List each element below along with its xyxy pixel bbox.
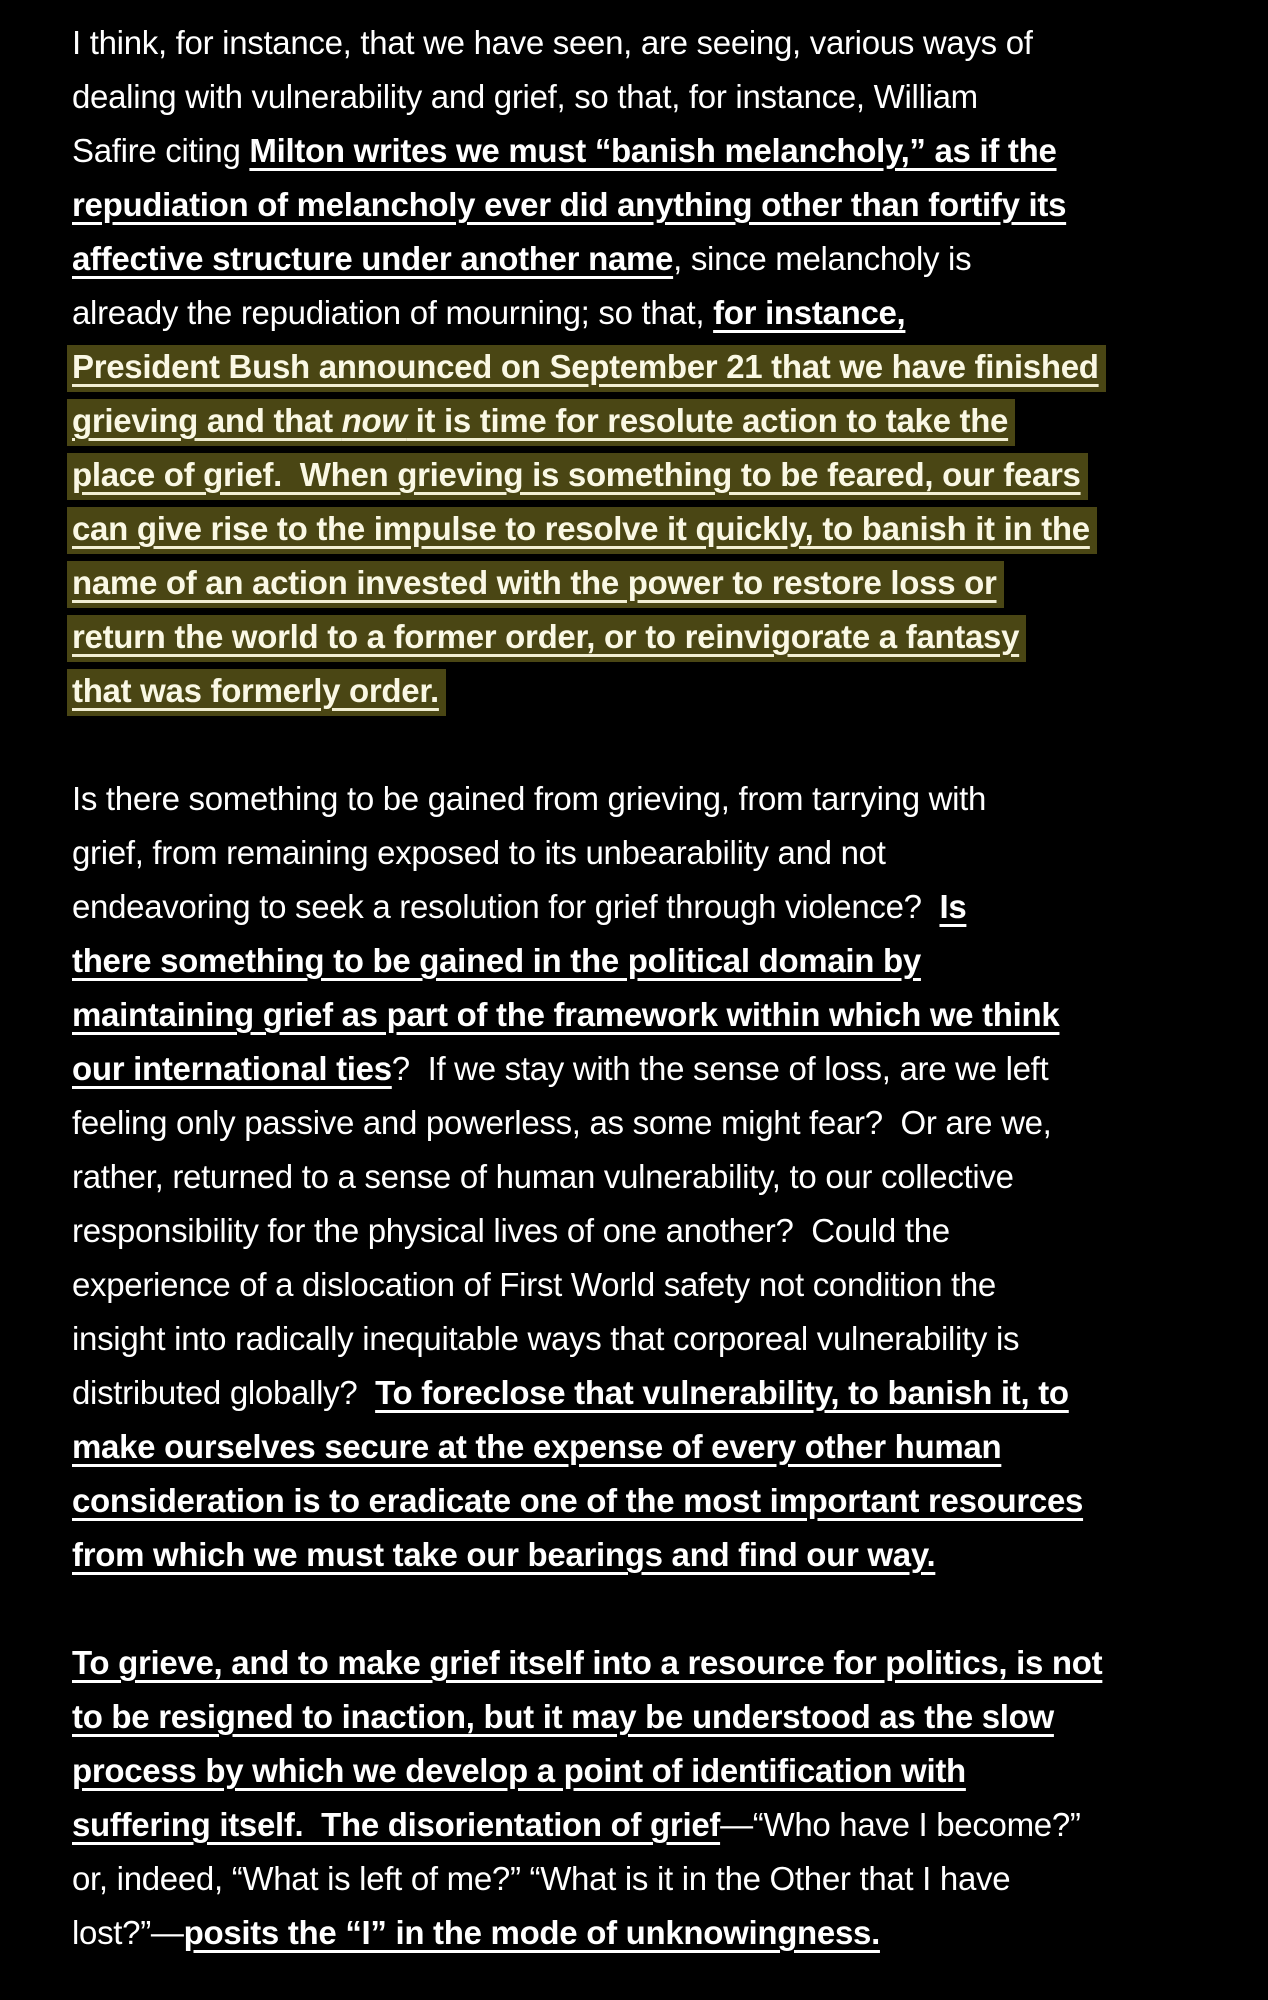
highlight-run — [67, 345, 1106, 392]
text-line — [72, 664, 1250, 718]
text-segment: insight into radically inequitable ways that corporeal vulnerability is — [72, 1320, 1020, 1357]
text-segment: To grieve, and to make grief itself into a resource for politics, is not — [72, 1644, 1103, 1681]
text-line — [72, 1690, 1250, 1744]
text-segment: I think, for instance, that we have seen, are seeing, various ways of — [72, 24, 1033, 61]
text-line — [72, 1906, 1250, 1960]
highlighted-text-segment: place of grief. When grieving is something to be feared, our fears — [72, 456, 1081, 493]
text-line — [72, 556, 1250, 610]
text-line — [72, 1636, 1250, 1690]
text-line — [72, 1042, 1250, 1096]
paragraph — [72, 772, 1250, 1582]
text-segment: —“Who have I become?” — [720, 1806, 1081, 1843]
text-line — [72, 1204, 1250, 1258]
text-line — [72, 1798, 1250, 1852]
text-segment: make ourselves secure at the expense of every other human — [72, 1428, 1002, 1465]
text-segment: ? If we stay with the sense of loss, are we left — [391, 1050, 1049, 1087]
text-line — [72, 286, 1250, 340]
text-line — [72, 394, 1250, 448]
text-line — [72, 340, 1250, 394]
text-line — [72, 178, 1250, 232]
text-segment: dealing with vulnerability and grief, so that, for instance, William — [72, 78, 978, 115]
text-line — [72, 124, 1250, 178]
text-line — [72, 1474, 1250, 1528]
text-line — [72, 1150, 1250, 1204]
text-segment: lost?”— — [72, 1914, 184, 1951]
highlight-run — [67, 615, 1026, 662]
text-line — [72, 70, 1250, 124]
text-line — [72, 610, 1250, 664]
text-segment: grief, from remaining exposed to its unbearability and not — [72, 834, 886, 871]
text-line — [72, 826, 1250, 880]
text-segment: Safire citing — [72, 132, 250, 169]
text-line — [72, 1420, 1250, 1474]
text-segment: there something to be gained in the political domain by — [72, 942, 921, 979]
text-line — [72, 880, 1250, 934]
highlighted-text-segment: return the world to a former order, or to reinvigorate a fantasy — [72, 618, 1020, 655]
text-segment: Is there something to be gained from grieving, from tarrying with — [72, 780, 987, 817]
text-line — [72, 988, 1250, 1042]
text-segment: affective structure under another name — [72, 240, 674, 277]
text-segment: process by which we develop a point of identification with — [72, 1752, 966, 1789]
text-segment: to be resigned to inaction, but it may be understood as the slow — [72, 1698, 1054, 1735]
text-segment: endeavoring to seek a resolution for grief through violence? — [72, 888, 940, 925]
text-segment: feeling only passive and powerless, as some might fear? Or are we, — [72, 1104, 1052, 1141]
text-line — [72, 1852, 1250, 1906]
text-segment: responsibility for the physical lives of one another? Could the — [72, 1212, 950, 1249]
highlight-run — [67, 561, 1004, 608]
text-segment: rather, returned to a sense of human vulnerability, to our collective — [72, 1158, 1014, 1195]
text-segment: or, indeed, “What is left of me?” “What is it in the Other that I have — [72, 1860, 1011, 1897]
text-segment: for instance, — [713, 294, 906, 331]
highlighted-text-segment: it is time for resolute action to take the — [406, 402, 1009, 439]
text-segment: , since melancholy is — [673, 240, 972, 277]
highlighted-text-segment: that was formerly order. — [72, 672, 439, 709]
text-segment: repudiation of melancholy ever did anything other than fortify its — [72, 186, 1067, 223]
text-line — [72, 502, 1250, 556]
text-line — [72, 1258, 1250, 1312]
highlight-run — [67, 399, 1015, 446]
text-line — [72, 1528, 1250, 1582]
text-segment: suffering itself. The disorientation of grief — [72, 1806, 721, 1843]
text-line — [72, 232, 1250, 286]
text-line — [72, 1366, 1250, 1420]
text-line — [72, 772, 1250, 826]
text-line — [72, 1096, 1250, 1150]
text-segment: distributed globally? — [72, 1374, 376, 1411]
highlighted-text-segment: can give rise to the impulse to resolve it quickly, to banish it in the — [72, 510, 1090, 547]
text-segment: our international ties — [72, 1050, 392, 1087]
text-segment: consideration is to eradicate one of the most important resources — [72, 1482, 1084, 1519]
paragraph — [72, 1636, 1250, 1960]
text-segment: maintaining grief as part of the framework within which we think — [72, 996, 1060, 1033]
highlight-run — [67, 453, 1088, 500]
text-line — [72, 16, 1250, 70]
text-segment: experience of a dislocation of First World safety not condition the — [72, 1266, 996, 1303]
text-line — [72, 448, 1250, 502]
text-segment: already the repudiation of mourning; so that, — [72, 294, 714, 331]
text-segment: from which we must take our bearings and find our way. — [72, 1536, 936, 1573]
text-segment: posits the “I” in the mode of unknowingness. — [183, 1914, 880, 1951]
text-segment: To foreclose that vulnerability, to banish it, to — [375, 1374, 1069, 1411]
text-segment: Milton writes we must “banish melancholy,” as if the — [249, 132, 1057, 169]
paragraph — [72, 16, 1250, 718]
text-line — [72, 934, 1250, 988]
highlighted-text-segment: name of an action invested with the power to restore loss or — [72, 564, 997, 601]
highlight-run — [67, 669, 446, 716]
text-line — [72, 1312, 1250, 1366]
highlighted-text-segment: President Bush announced on September 21 that we have finished — [72, 348, 1099, 385]
highlight-run — [67, 507, 1097, 554]
text-segment: Is — [939, 888, 967, 925]
text-line — [72, 1744, 1250, 1798]
highlighted-text-segment: grieving and that — [72, 402, 342, 439]
highlighted-italic-text-segment: now — [341, 402, 407, 439]
